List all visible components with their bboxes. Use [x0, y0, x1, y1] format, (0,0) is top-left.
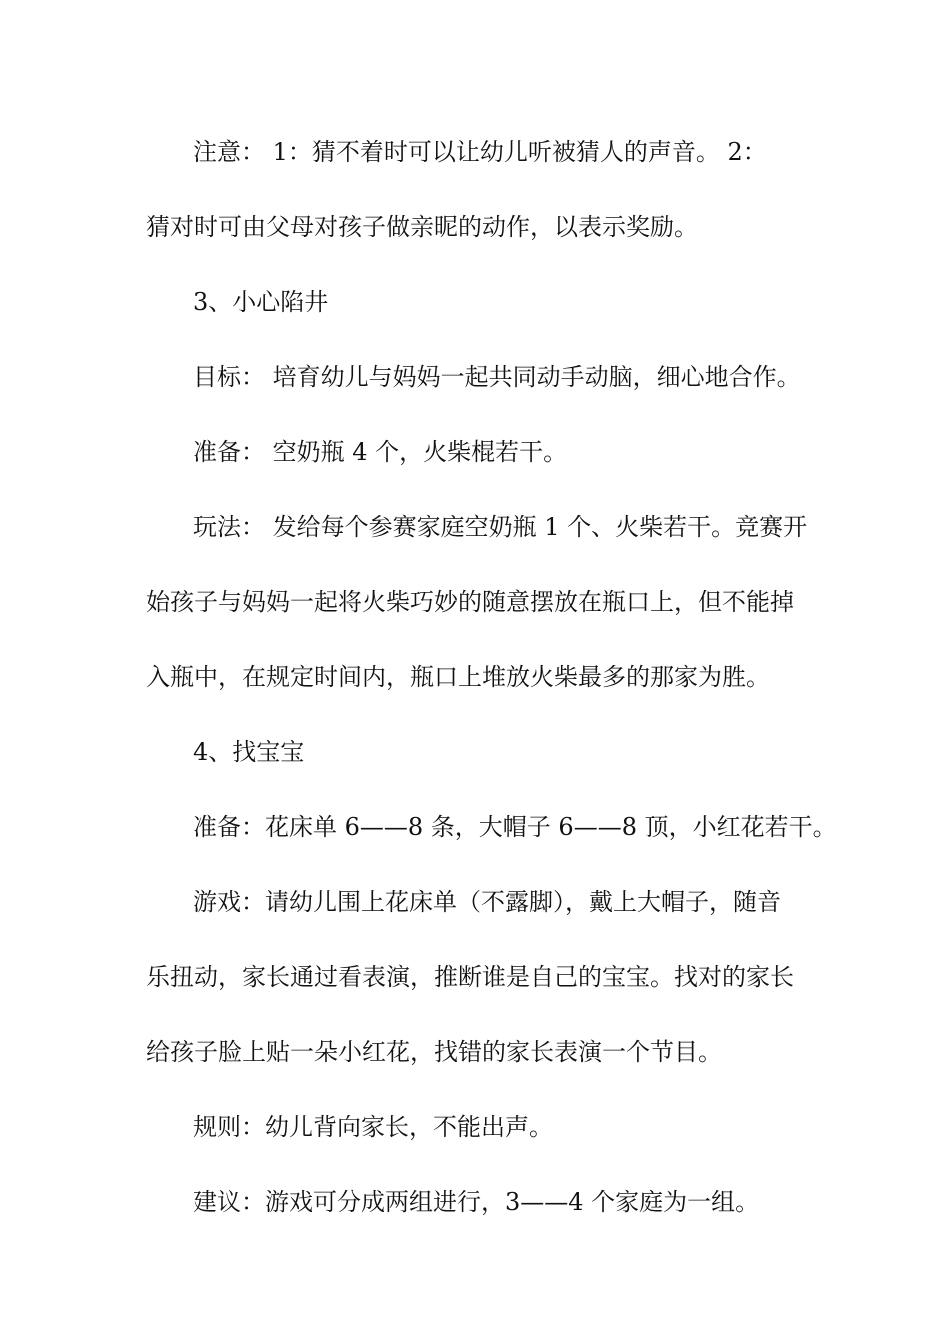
goal-line: 目标： 培育幼儿与妈妈一起共同动手动脑，细心地合作。 [193, 363, 801, 391]
prep-line-4: 准备：花床单 6——8 条，大帽子 6——8 顶，小红花若干。 [193, 813, 837, 841]
prep-line-3: 准备： 空奶瓶 4 个，火柴棍若干。 [193, 438, 568, 466]
rules-line: 规则：幼儿背向家长，不能出声。 [193, 1113, 553, 1141]
play-line-2: 始孩子与妈妈一起将火柴巧妙的随意摆放在瓶口上，但不能掉 [146, 588, 794, 616]
section-heading-3: 3、小心陷井 [193, 288, 329, 316]
note-line-2: 猜对时可由父母对孩子做亲昵的动作，以表示奖励。 [146, 213, 698, 241]
play-line-1: 玩法： 发给每个参赛家庭空奶瓶 1 个、火柴若干。竞赛开 [193, 513, 808, 541]
suggestion-line: 建议：游戏可分成两组进行，3——4 个家庭为一组。 [193, 1188, 760, 1216]
play-line-3: 入瓶中，在规定时间内，瓶口上堆放火柴最多的那家为胜。 [146, 663, 770, 691]
section-heading-4: 4、找宝宝 [193, 738, 305, 766]
game-line-2: 乐扭动，家长通过看表演，推断谁是自己的宝宝。找对的家长 [146, 963, 794, 991]
game-line-3: 给孩子脸上贴一朵小红花，找错的家长表演一个节目。 [146, 1038, 722, 1066]
game-line-1: 游戏：请幼儿围上花床单（不露脚），戴上大帽子，随音 [193, 888, 781, 916]
note-line-1: 注意： 1：猜不着时可以让幼儿听被猜人的声音。 2： [193, 138, 767, 166]
